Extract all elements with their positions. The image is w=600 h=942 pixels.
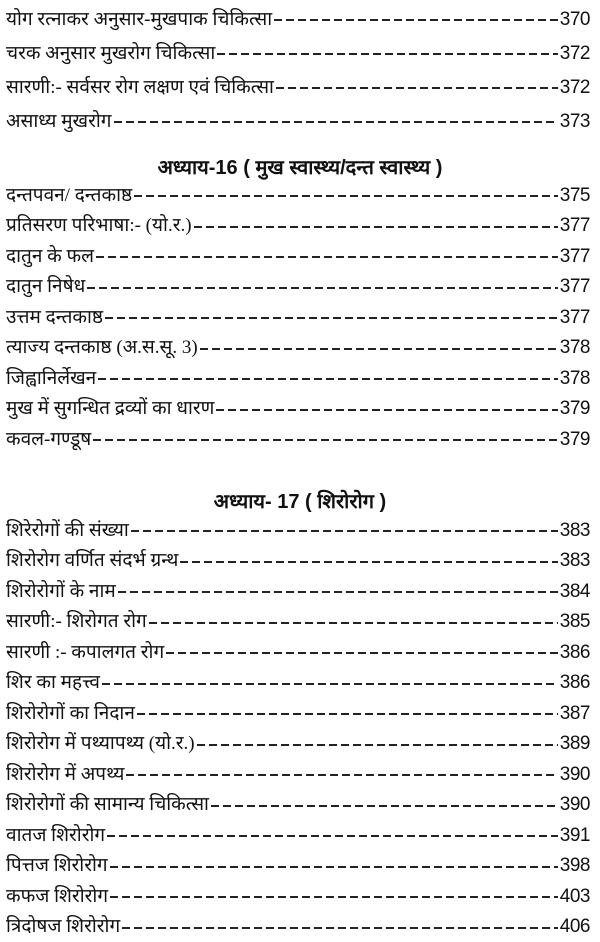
toc-entry-page: 386 <box>560 643 590 662</box>
toc-entry-title: शिरोरोगों का निदान <box>6 704 135 723</box>
toc-entry-page: 384 <box>560 582 590 601</box>
toc-entry <box>6 698 590 729</box>
dash-leader <box>194 226 558 228</box>
toc-entry <box>6 546 590 577</box>
toc-entry-title: शिरोरोगों की सामान्य चिकित्सा <box>6 795 209 814</box>
toc-entry-title: त्याज्य दन्तकाष्ठ (अ.स.सू. 3) <box>6 338 198 357</box>
toc-entry-page: 379 <box>560 430 590 449</box>
toc-section-chapter-17 <box>6 515 590 942</box>
toc-entry <box>6 881 590 912</box>
toc-entry <box>6 637 590 668</box>
toc-entry-page: 391 <box>560 826 590 845</box>
toc-entry <box>6 576 590 607</box>
toc-entry-title: कफज शिरोरोग <box>6 887 108 906</box>
toc-entry <box>6 394 590 425</box>
toc-entry-title: शिर का महत्त्व <box>6 673 100 692</box>
dash-leader <box>107 835 558 837</box>
dash-leader <box>126 774 557 776</box>
dash-leader <box>134 195 558 197</box>
toc-entry-title: शिरोरोग में अपथ्य <box>6 765 124 784</box>
toc-entry-title: सारणी:- सर्वसर रोग लक्षण एवं चिकित्सा <box>6 78 274 97</box>
toc-entry-page: 386 <box>560 673 590 692</box>
toc-entry <box>6 851 590 882</box>
toc-entry-page: 383 <box>560 551 590 570</box>
toc-entry-page: 383 <box>560 521 590 540</box>
toc-entry-page: 403 <box>560 887 590 906</box>
toc-entry-title: पित्तज शिरोरोग <box>6 856 108 875</box>
dash-leader <box>217 53 558 55</box>
dash-leader <box>114 121 558 123</box>
toc-entry <box>6 363 590 394</box>
toc-entry-title: दातुन के फल <box>6 247 94 266</box>
toc-entry <box>6 912 590 942</box>
toc-entry-page: 373 <box>560 112 590 131</box>
dash-leader <box>180 561 557 563</box>
toc-entry <box>6 211 590 242</box>
toc-entry <box>6 668 590 699</box>
dash-leader <box>276 87 558 89</box>
dash-leader <box>137 713 558 715</box>
dash-leader <box>118 591 558 593</box>
dash-leader <box>216 409 557 411</box>
toc-entry <box>6 729 590 760</box>
toc-entry-page: 385 <box>560 612 590 631</box>
dash-leader <box>200 348 558 350</box>
toc-entry <box>6 104 590 138</box>
toc-entry-title: वातज शिरोरोग <box>6 826 105 845</box>
toc-entry-page: 377 <box>560 308 590 327</box>
toc-entry-page: 406 <box>560 917 590 936</box>
dash-leader <box>93 439 558 441</box>
toc-entry-page: 390 <box>560 765 590 784</box>
toc-entry-page: 378 <box>560 369 590 388</box>
toc-entry <box>6 515 590 546</box>
toc-entry-title: दातुन निषेध <box>6 277 85 296</box>
dash-leader <box>102 683 558 685</box>
toc-entry-title: सारणी :- कपालगत रोग <box>6 643 164 662</box>
dash-leader <box>105 317 558 319</box>
toc-entry-title: शिरोरोगों के नाम <box>6 582 116 601</box>
dash-leader <box>197 744 558 746</box>
toc-entry-page: 372 <box>560 78 590 97</box>
dash-leader <box>122 927 558 929</box>
toc-entry-page: 370 <box>560 10 590 29</box>
toc-entry <box>6 759 590 790</box>
toc-entry-title: शिरोरोग में पथ्यापथ्य (यो.र.) <box>6 734 195 753</box>
dash-leader <box>87 287 558 289</box>
toc-entry-title: शिरोरोग वर्णित संदर्भ ग्रन्थ <box>6 551 178 570</box>
dash-leader <box>149 622 558 624</box>
toc-entry-page: 378 <box>560 338 590 357</box>
toc-entry-title: उत्तम दन्तकाष्ठ <box>6 308 103 327</box>
toc-entry-title: जिह्वानिर्लेखन <box>6 369 96 388</box>
toc-entry <box>6 424 590 455</box>
dash-leader <box>96 256 558 258</box>
toc-entry-title: शिरेरोगों की संख्या <box>6 521 129 540</box>
dash-leader <box>274 19 558 21</box>
toc-entry <box>6 820 590 851</box>
toc-entry-title: प्रतिसरण परिभाषा:- (यो.र.) <box>6 216 192 235</box>
dash-leader <box>110 866 558 868</box>
dash-leader <box>131 530 558 532</box>
toc-entry <box>6 70 590 104</box>
toc-entry <box>6 36 590 70</box>
toc-entry-title: असाध्य मुखरोग <box>6 112 112 131</box>
toc-entry-page: 377 <box>560 216 590 235</box>
toc-entry <box>6 302 590 333</box>
toc-entry-page: 377 <box>560 277 590 296</box>
toc-entry-title: सारणी:- शिरोगत रोग <box>6 612 147 631</box>
toc-entry <box>6 790 590 821</box>
chapter-16-heading: अध्याय-16 ( मुख स्वास्थ्य/दन्त स्वास्थ्य ) <box>0 153 600 180</box>
toc-entry-title: दन्तपवन/ दन्तकाष्ठ <box>6 186 132 205</box>
toc-entry-title: मुख में सुगन्धित द्रव्यों का धारण <box>6 399 214 418</box>
toc-entry <box>6 607 590 638</box>
toc-entry <box>6 272 590 303</box>
toc-entry-page: 377 <box>560 247 590 266</box>
toc-entry-page: 375 <box>560 186 590 205</box>
toc-entry-page: 398 <box>560 856 590 875</box>
chapter-17-heading: अध्याय- 17 ( शिरोरोग ) <box>0 487 600 514</box>
toc-entry <box>6 333 590 364</box>
toc-entry-title: कवल-गण्डूष <box>6 430 91 449</box>
toc-entry-page: 390 <box>560 795 590 814</box>
toc-entry <box>6 180 590 211</box>
toc-section-continued <box>6 2 590 138</box>
dash-leader <box>166 652 558 654</box>
toc-entry-title: त्रिदोषज शिरोरोग <box>6 917 120 936</box>
toc-section-chapter-16 <box>6 180 590 455</box>
toc-entry-page: 372 <box>560 44 590 63</box>
dash-leader <box>211 805 558 807</box>
toc-entry-page: 387 <box>560 704 590 723</box>
toc-entry-page: 389 <box>560 734 590 753</box>
toc-entry-title: चरक अनुसार मुखरोग चिकित्सा <box>6 44 215 63</box>
dash-leader <box>110 896 558 898</box>
toc-entry-page: 379 <box>560 399 590 418</box>
dash-leader <box>98 378 558 380</box>
toc-entry <box>6 241 590 272</box>
toc-entry <box>6 2 590 36</box>
toc-entry-title: योग रत्नाकर अनुसार-मुखपाक चिकित्सा <box>6 10 272 29</box>
